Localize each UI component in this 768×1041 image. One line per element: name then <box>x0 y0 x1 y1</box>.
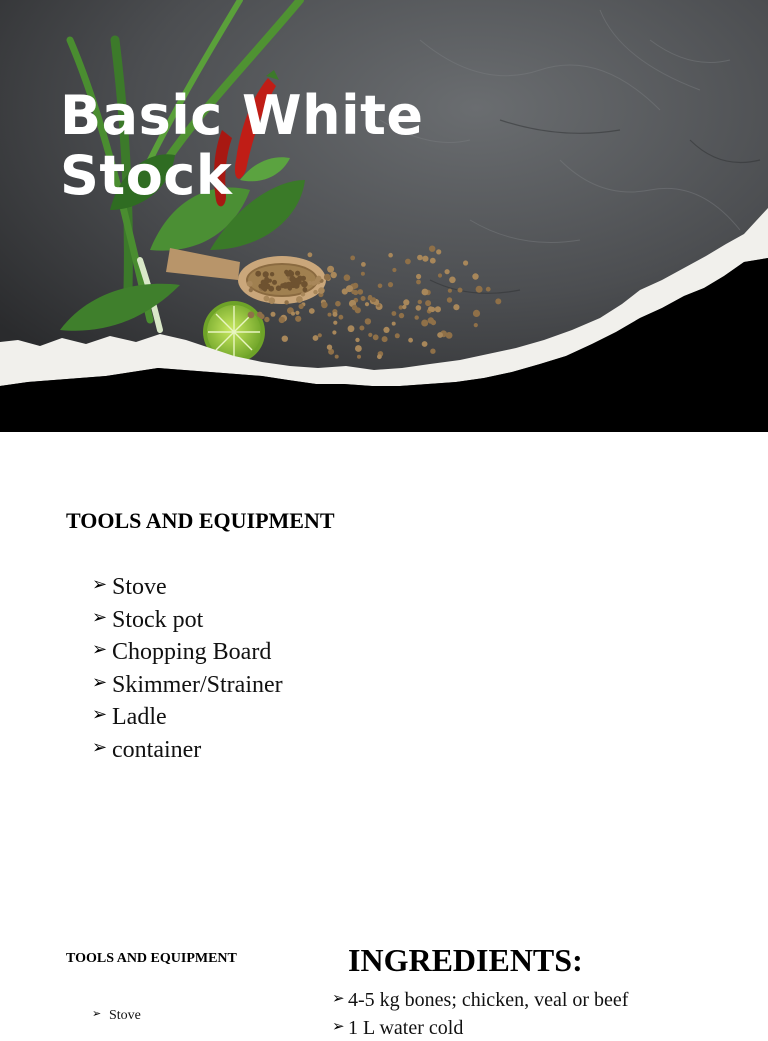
list-item <box>332 985 628 1013</box>
arrowhead-bullet-icon: ➢ <box>92 639 108 661</box>
arrowhead-bullet-icon: ➢ <box>332 989 345 1007</box>
list-item-label: Ladle <box>112 704 167 731</box>
list-item-label: Chopping Board <box>112 639 272 666</box>
list-item-label: container <box>112 736 202 763</box>
arrowhead-bullet-icon: ➢ <box>92 574 108 595</box>
list-item-label: Stove <box>112 574 167 600</box>
arrowhead-bullet-icon: ➢ <box>92 1007 102 1020</box>
title-line-2: Stock <box>60 144 233 207</box>
list-item-label: Stock pot <box>112 606 204 633</box>
slide-title <box>60 86 520 206</box>
title-slide[interactable] <box>0 0 768 432</box>
list-item <box>92 570 283 603</box>
list-item-label: 1 L water cold <box>348 1017 464 1039</box>
list-item <box>92 700 283 733</box>
list-item-label: Skimmer/Strainer <box>112 671 283 698</box>
ingredients-slide[interactable] <box>0 864 768 1039</box>
arrowhead-bullet-icon: ➢ <box>332 1017 345 1035</box>
tools-slide[interactable] <box>0 432 768 864</box>
arrowhead-bullet-icon: ➢ <box>92 736 108 758</box>
list-item <box>92 1005 141 1025</box>
tools-list-small <box>92 1005 141 1025</box>
title-line-1: Basic White <box>60 84 424 147</box>
list-item <box>92 603 283 636</box>
arrowhead-bullet-icon: ➢ <box>92 606 108 628</box>
tools-list <box>92 570 283 766</box>
ingredients-heading: INGREDIENTS: <box>348 942 583 978</box>
list-item-label: 4-5 kg bones; chicken, veal or beef <box>348 989 629 1011</box>
list-item-label: Stove <box>109 1008 141 1023</box>
tools-heading: TOOLS AND EQUIPMENT <box>66 508 335 533</box>
ingredients-list <box>332 985 628 1041</box>
list-item <box>332 1013 628 1041</box>
tools-heading-small: TOOLS AND EQUIPMENT <box>66 951 237 966</box>
arrowhead-bullet-icon: ➢ <box>92 671 108 693</box>
list-item <box>92 733 283 766</box>
list-item <box>92 635 283 668</box>
arrowhead-bullet-icon: ➢ <box>92 704 108 726</box>
list-item <box>92 668 283 701</box>
stone-background <box>0 0 768 432</box>
